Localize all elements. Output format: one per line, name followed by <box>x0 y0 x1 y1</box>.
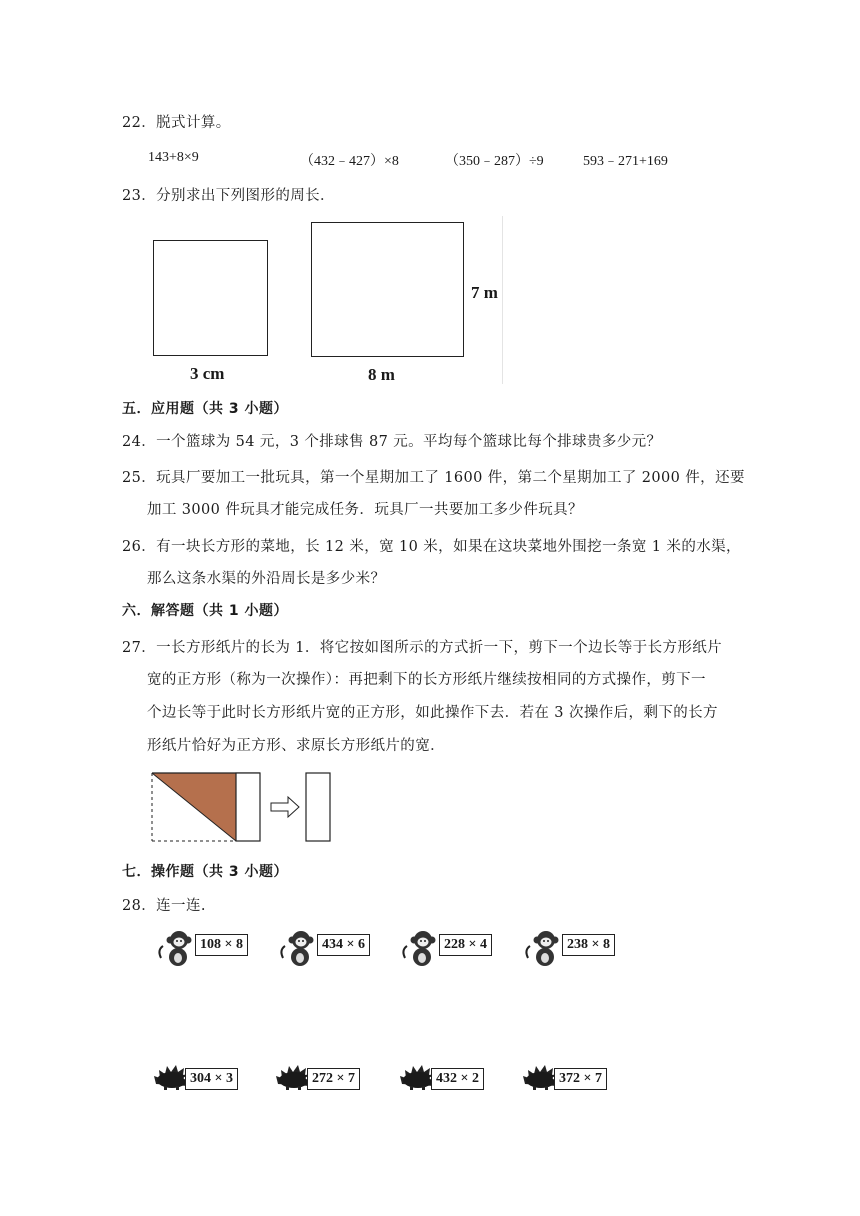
q22-title: 22．脱式计算。 <box>122 115 231 131</box>
monkey-expression-3[interactable]: 228 × 4 <box>439 934 492 956</box>
hedgehog-expression-4[interactable]: 372 × 7 <box>554 1068 607 1090</box>
remaining-strip <box>236 773 260 841</box>
monkey-expression-1[interactable]: 108 × 8 <box>195 934 248 956</box>
q24-text: 24．一个篮球为 54 元，3 个排球售 87 元。平均每个篮球比每个排球贵多少元？ <box>122 434 662 450</box>
expression-4: 593﹣271+169 <box>583 154 668 169</box>
rectangle-length-label: 8 m <box>368 365 395 384</box>
monkey-icon <box>524 928 564 968</box>
expression-3: （350﹣287）÷9 <box>445 154 544 169</box>
q27-line-1: 27．一长方形纸片的长为 1．将它按如图所示的方式折一下，剪下一个边长等于长方形纸片 <box>122 640 723 656</box>
fold-diagram <box>148 770 338 846</box>
section-5-heading: 五．应用题（共 3 小题） <box>122 401 288 417</box>
q25-line-1: 25．玩具厂要加工一批玩具，第一个星期加工了 1600 件，第二个星期加工了 2000 件，还要 <box>122 470 745 486</box>
monkey-icon <box>279 928 319 968</box>
q27-line-2: 宽的正方形（称为一次操作）：再把剩下的长方形纸片继续按相同的方式操作，剪下一 <box>147 672 706 688</box>
hedgehog-expression-2[interactable]: 272 × 7 <box>307 1068 360 1090</box>
hedgehog-expression-1[interactable]: 304 × 3 <box>185 1068 238 1090</box>
q26-line-1: 26．有一块长方形的菜地，长 12 米，宽 10 米，如果在这块菜地外围挖一条宽 1 米的水渠， <box>122 539 741 555</box>
rectangle-width-label: 7 m <box>471 283 498 302</box>
square-side-label: 3 cm <box>190 364 225 383</box>
q28-title: 28．连一连. <box>122 898 206 914</box>
result-strip <box>306 773 330 841</box>
expression-1: 143+8×9 <box>148 150 199 165</box>
q27-line-4: 形纸片恰好为正方形、求原长方形纸片的宽． <box>147 738 445 754</box>
image-edge-line <box>502 216 503 384</box>
monkey-expression-2[interactable]: 434 × 6 <box>317 934 370 956</box>
monkey-expression-4[interactable]: 238 × 8 <box>562 934 615 956</box>
q26-line-2: 那么这条水渠的外沿周长是多少米？ <box>147 571 386 587</box>
section-6-heading: 六．解答题（共 1 小题） <box>122 603 288 619</box>
q27-line-3: 个边长等于此时长方形纸片宽的正方形，如此操作下去．若在 3 次操作后，剩下的长方 <box>147 705 718 721</box>
q23-title: 23．分别求出下列图形的周长． <box>122 188 335 204</box>
right-arrow-icon <box>271 797 299 817</box>
rectangle-figure <box>311 222 464 357</box>
expression-2: （432﹣427）×8 <box>300 154 399 169</box>
monkey-icon <box>157 928 197 968</box>
section-7-heading: 七．操作题（共 3 小题） <box>122 864 288 880</box>
hedgehog-expression-3[interactable]: 432 × 2 <box>431 1068 484 1090</box>
square-figure <box>153 240 268 356</box>
q25-line-2: 加工 3000 件玩具才能完成任务．玩具厂一共要加工多少件玩具？ <box>147 502 583 518</box>
monkey-icon <box>401 928 441 968</box>
